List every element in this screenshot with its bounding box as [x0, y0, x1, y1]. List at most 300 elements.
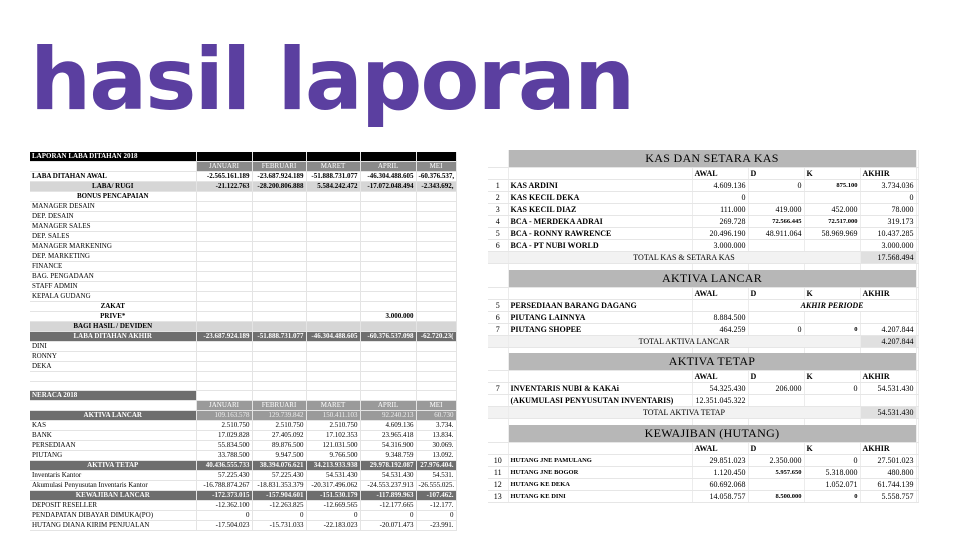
blank-row: [30, 372, 456, 382]
row-value: 9.766.500: [306, 451, 360, 461]
row-value: [360, 292, 416, 302]
awal-value: 20.496.190: [692, 228, 748, 240]
row-value: -157.904.601: [252, 491, 306, 501]
row-value: [416, 282, 456, 292]
row-value: [416, 242, 456, 252]
kredit-value: [804, 240, 860, 252]
row-value: [360, 222, 416, 232]
kas-aktiva-spreadsheet: [488, 150, 918, 512]
row-label: LABA/ RUGI: [30, 182, 196, 192]
row-label: LABA DITAHAN AWAL: [30, 172, 196, 182]
debit-value: [748, 311, 804, 323]
row-value: [306, 212, 360, 222]
row-value: [252, 282, 306, 292]
row-value: [306, 292, 360, 302]
laba-row: [30, 182, 456, 192]
row-value: -23.687.924.189: [196, 332, 252, 342]
row-value: [360, 322, 416, 332]
row-value: -12.669.565: [306, 501, 360, 511]
row-tail: [916, 383, 918, 395]
debit-value: 206.000: [748, 383, 804, 395]
debit-value: [748, 240, 804, 252]
row-value: [196, 362, 252, 372]
row-label: BONUS PENCAPAIAN: [30, 192, 196, 202]
row-label: KEWAJIBAN LANCAR: [30, 491, 196, 501]
column-header-row: [488, 287, 918, 299]
column-header: K: [804, 168, 860, 180]
laba-row: [30, 302, 456, 312]
header-cell: [306, 152, 360, 162]
blank-cell: [360, 372, 416, 382]
row-value: [416, 352, 456, 362]
row-value: [196, 272, 252, 282]
account-name: BCA - RONNY RAWRENCE: [508, 228, 692, 240]
row-value: 34.213.933.938: [306, 461, 360, 471]
spacer-cell: [488, 442, 508, 454]
spacer-cell: [488, 407, 508, 419]
account-name: PIUTANG LAINNYA: [508, 311, 692, 323]
spacer-cell: [916, 252, 918, 264]
kredit-value: 1.052.071: [804, 478, 860, 490]
row-value: [360, 202, 416, 212]
kredit-value: 0: [804, 323, 860, 335]
row-value: -17.072.048.494: [360, 182, 416, 192]
row-tail: [916, 204, 918, 216]
akhir-value: 480.800: [860, 466, 916, 478]
row-value: [196, 302, 252, 312]
akhir-value: [860, 311, 916, 323]
section-title: KEWAJIBAN (HUTANG): [508, 425, 916, 443]
row-value: [252, 202, 306, 212]
row-label: PENDAPATAN DIBAYAR DIMUKA(PO): [30, 511, 196, 521]
account-name: BCA - MERDEKA ADRAI: [508, 216, 692, 228]
laba-neraca-spreadsheet: [30, 152, 456, 529]
account-name: (AKUMULASI PENYUSUTAN INVENTARIS): [508, 395, 692, 407]
row-number: 5: [488, 299, 508, 311]
row-value: [360, 362, 416, 372]
neraca-row: [30, 521, 456, 531]
row-value: 4.609.136: [360, 421, 416, 431]
row-value: [252, 322, 306, 332]
account-row: [488, 204, 918, 216]
row-value: 54.531.430: [360, 471, 416, 481]
row-value: [196, 202, 252, 212]
total-value: 17.568.494: [860, 252, 916, 264]
awal-value: 4.609.136: [692, 180, 748, 192]
row-value: [416, 202, 456, 212]
row-value: [360, 252, 416, 262]
account-row: [488, 466, 918, 478]
month-header: MEI: [416, 162, 456, 172]
neraca-row: [30, 471, 456, 481]
row-value: 2.510.750: [306, 421, 360, 431]
account-row: [488, 323, 918, 335]
row-value: -51.888.731.077: [252, 332, 306, 342]
row-value: [196, 232, 252, 242]
row-value: 30.069.: [416, 441, 456, 451]
column-header: D: [748, 168, 804, 180]
debit-value: 48.911.064: [748, 228, 804, 240]
row-label: KAS: [30, 421, 196, 431]
row-value: 60.730: [416, 411, 456, 421]
header-cell: [360, 391, 416, 401]
account-row: [488, 216, 918, 228]
row-value: [196, 282, 252, 292]
kredit-value: 72.517.000: [804, 216, 860, 228]
spacer-cell: [508, 371, 692, 383]
row-value: [416, 322, 456, 332]
total-label: TOTAL AKTIVA TETAP: [508, 407, 860, 419]
debit-value: [748, 395, 804, 407]
month-header: JANUARI: [196, 162, 252, 172]
laba-row: [30, 202, 456, 212]
spacer-cell: [916, 407, 918, 419]
month-header: FEBRUARI: [252, 401, 306, 411]
column-header: AWAL: [692, 168, 748, 180]
row-value: 13.834.: [416, 431, 456, 441]
spacer-cell: [916, 442, 918, 454]
row-value: 0: [306, 511, 360, 521]
month-spacer: [30, 401, 196, 411]
header-cell: [416, 152, 456, 162]
row-value: 29.978.192.087: [360, 461, 416, 471]
row-tail: [916, 240, 918, 252]
row-value: [360, 342, 416, 352]
row-value: [360, 242, 416, 252]
row-value: 54.531.: [416, 471, 456, 481]
row-value: 109.163.578: [196, 411, 252, 421]
row-value: -62.720.23(: [416, 332, 456, 342]
row-label: DEP. SALES: [30, 232, 196, 242]
neraca-row: [30, 421, 456, 431]
column-header: K: [804, 287, 860, 299]
account-name: HUTANG KE DINI: [508, 490, 692, 502]
blank-cell: [306, 381, 360, 391]
spacer-cell: [508, 287, 692, 299]
laba-row: [30, 242, 456, 252]
row-value: 92.240.213: [360, 411, 416, 421]
spacer-cell: [916, 353, 918, 371]
awal-value: 12.351.045.322: [692, 395, 748, 407]
kredit-value: 875.100: [804, 180, 860, 192]
kredit-value: [804, 311, 860, 323]
awal-value: 0: [692, 192, 748, 204]
laba-row: [30, 352, 456, 362]
blank-cell: [30, 381, 196, 391]
row-value: [306, 262, 360, 272]
row-value: 2.510.750: [196, 421, 252, 431]
row-value: [252, 342, 306, 352]
kredit-value: 58.969.969: [804, 228, 860, 240]
blank-cell: [196, 372, 252, 382]
row-value: -23.687.924.189: [252, 172, 306, 182]
row-value: [360, 282, 416, 292]
row-value: 55.834.500: [196, 441, 252, 451]
row-label: Akumulasi Penyusutan Inventaris Kantor: [30, 481, 196, 491]
section-title: AKTIVA TETAP: [508, 353, 916, 371]
debit-value: 0: [748, 180, 804, 192]
awal-value: 111.000: [692, 204, 748, 216]
row-value: [306, 232, 360, 242]
row-value: [252, 272, 306, 282]
debit-value: [748, 478, 804, 490]
awal-value: 60.692.068: [692, 478, 748, 490]
row-value: [416, 232, 456, 242]
row-value: -60.376.537.098: [360, 332, 416, 342]
section-title-row: [488, 270, 918, 288]
row-value: 3.734.: [416, 421, 456, 431]
row-number: 6: [488, 311, 508, 323]
row-value: [196, 222, 252, 232]
debit-value: 2.350.000: [748, 454, 804, 466]
total-value: 54.531.430: [860, 407, 916, 419]
row-number: 4: [488, 216, 508, 228]
row-value: [360, 262, 416, 272]
laba-row: [30, 312, 456, 322]
spacer-cell: [916, 270, 918, 288]
row-value: -51.888.731.077: [306, 172, 360, 182]
spacer-cell: [488, 425, 508, 443]
header-cell: [196, 152, 252, 162]
row-label: FINANCE: [30, 262, 196, 272]
column-header: D: [748, 371, 804, 383]
blank-cell: [306, 372, 360, 382]
akhir-value: 27.501.023: [860, 454, 916, 466]
row-value: [196, 292, 252, 302]
akhir-value: 5.558.757: [860, 490, 916, 502]
row-value: -12.362.100: [196, 501, 252, 511]
account-row: [488, 383, 918, 395]
column-header: K: [804, 371, 860, 383]
row-label: BAG. PENGADAAN: [30, 272, 196, 282]
section-title: KAS DAN SETARA KAS: [508, 150, 916, 168]
account-name: HUTANG JNE BOGOR: [508, 466, 692, 478]
row-value: [306, 362, 360, 372]
row-value: [252, 262, 306, 272]
row-value: -46.304.488.605: [306, 332, 360, 342]
laba-row: [30, 322, 456, 332]
row-value: [416, 192, 456, 202]
neraca-row: [30, 451, 456, 461]
row-value: 57.225.430: [196, 471, 252, 481]
blank-cell: [30, 372, 196, 382]
kredit-value: 0: [804, 383, 860, 395]
spacer-cell: [488, 252, 508, 264]
month-header: MEI: [416, 401, 456, 411]
row-value: -12.263.825: [252, 501, 306, 511]
row-tail: [916, 395, 918, 407]
kredit-value: [804, 395, 860, 407]
laba-month-row: [30, 162, 456, 172]
blank-cell: [252, 381, 306, 391]
account-name: HUTANG KE DEKA: [508, 478, 692, 490]
row-value: 27.405.092: [252, 431, 306, 441]
row-value: 27.976.404.: [416, 461, 456, 471]
row-label: DEP. DESAIN: [30, 212, 196, 222]
awal-value: [692, 299, 748, 311]
month-header: MARET: [306, 401, 360, 411]
row-tail: [916, 299, 918, 311]
row-label: DEP. MARKETING: [30, 252, 196, 262]
row-value: [360, 212, 416, 222]
account-row: [488, 395, 918, 407]
total-label: TOTAL AKTIVA LANCAR: [508, 335, 860, 347]
debit-value: 5.957.650: [748, 466, 804, 478]
spacer-cell: [488, 335, 508, 347]
total-label: TOTAL KAS & SETARA KAS: [508, 252, 860, 264]
debit-value: 0: [748, 323, 804, 335]
account-row: [488, 228, 918, 240]
row-value: [252, 212, 306, 222]
row-number: 7: [488, 323, 508, 335]
row-label: RONNY: [30, 352, 196, 362]
row-label: LABA DITAHAN AKHIR: [30, 332, 196, 342]
row-value: -2.565.161.189: [196, 172, 252, 182]
row-value: [252, 362, 306, 372]
row-value: -15.731.033: [252, 521, 306, 531]
laba-sheet-title: LAPORAN LABA DITAHAN 2018: [30, 152, 196, 162]
row-tail: [916, 323, 918, 335]
column-header: D: [748, 287, 804, 299]
akhir-value: 3.734.036: [860, 180, 916, 192]
neraca-row: [30, 491, 456, 501]
laba-row: [30, 292, 456, 302]
row-tail: [916, 192, 918, 204]
header-cell: [360, 152, 416, 162]
row-value: [252, 302, 306, 312]
blank-cell: [360, 381, 416, 391]
column-header: D: [748, 442, 804, 454]
row-value: [416, 212, 456, 222]
row-number: [488, 395, 508, 407]
row-value: [306, 252, 360, 262]
row-label: AKTIVA TETAP: [30, 461, 196, 471]
blank-cell: [252, 372, 306, 382]
row-value: -172.373.015: [196, 491, 252, 501]
column-header: AKHIR: [860, 442, 916, 454]
section-title-row: [488, 150, 918, 168]
row-number: 3: [488, 204, 508, 216]
row-value: -21.122.763: [196, 182, 252, 192]
row-value: [416, 342, 456, 352]
row-value: [306, 342, 360, 352]
laba-row: [30, 192, 456, 202]
row-value: [252, 252, 306, 262]
awal-value: 3.000.000: [692, 240, 748, 252]
row-value: -24.553.237.913: [360, 481, 416, 491]
akhir-value: 0: [860, 192, 916, 204]
row-value: [196, 262, 252, 272]
account-row: [488, 299, 918, 311]
total-row: [488, 252, 918, 264]
row-value: 54.531.430: [306, 471, 360, 481]
row-label: DEKA: [30, 362, 196, 372]
account-row: [488, 490, 918, 502]
row-value: -26.555.025.: [416, 481, 456, 491]
row-value: [196, 312, 252, 322]
row-number: 2: [488, 192, 508, 204]
row-value: 0: [416, 511, 456, 521]
debit-value: 8.500.000: [748, 490, 804, 502]
row-value: [252, 232, 306, 242]
total-row: [488, 335, 918, 347]
laba-row: [30, 212, 456, 222]
page-title: hasil laporan: [30, 30, 634, 130]
akhir-value: 319.173: [860, 216, 916, 228]
row-label: PRIVE*: [30, 312, 196, 322]
row-value: 0: [360, 511, 416, 521]
blank-cell: [416, 372, 456, 382]
month-header: JANUARI: [196, 401, 252, 411]
account-row: [488, 240, 918, 252]
account-name: KAS KECIL DIAZ: [508, 204, 692, 216]
akhir-value: 78.000: [860, 204, 916, 216]
row-label: DEPOSIT RESELLER: [30, 501, 196, 511]
kredit-value: 5.318.000: [804, 466, 860, 478]
row-value: [416, 272, 456, 282]
kredit-value: [804, 192, 860, 204]
row-label: BAGI HASIL / DEVIDEN: [30, 322, 196, 332]
row-value: [306, 322, 360, 332]
account-row: [488, 192, 918, 204]
akhir-value: 54.531.430: [860, 383, 916, 395]
row-value: -28.200.806.888: [252, 182, 306, 192]
awal-value: 464.259: [692, 323, 748, 335]
debit-value: [748, 192, 804, 204]
neraca-header-row: [30, 391, 456, 401]
row-value: [252, 192, 306, 202]
row-value: 9.947.500: [252, 451, 306, 461]
row-value: [306, 312, 360, 322]
spacer-cell: [488, 371, 508, 383]
laba-row: [30, 222, 456, 232]
awal-value: 269.728: [692, 216, 748, 228]
row-value: [360, 192, 416, 202]
row-value: [196, 342, 252, 352]
account-name: KAS ARDINI: [508, 180, 692, 192]
row-value: [196, 352, 252, 362]
spacer-cell: [916, 150, 918, 168]
row-value: [252, 312, 306, 322]
row-number: 1: [488, 180, 508, 192]
column-header-row: [488, 442, 918, 454]
row-value: [416, 312, 456, 322]
month-header: MARET: [306, 162, 360, 172]
row-value: [416, 302, 456, 312]
row-value: -107.462.: [416, 491, 456, 501]
row-value: 23.965.418: [360, 431, 416, 441]
neraca-row: [30, 441, 456, 451]
row-number: 10: [488, 454, 508, 466]
account-row: [488, 478, 918, 490]
row-label: BANK: [30, 431, 196, 441]
row-tail: [916, 216, 918, 228]
row-value: [196, 242, 252, 252]
account-name: BCA - PT NUBI WORLD: [508, 240, 692, 252]
row-value: [252, 292, 306, 302]
row-value: [196, 192, 252, 202]
row-value: [416, 262, 456, 272]
spacer-cell: [916, 168, 918, 180]
row-value: -2.343.692,: [416, 182, 456, 192]
row-tail: [916, 490, 918, 502]
akhir-value: [860, 395, 916, 407]
row-label: MANAGER DESAIN: [30, 202, 196, 212]
row-value: -18.831.353.379: [252, 481, 306, 491]
row-value: [306, 302, 360, 312]
neraca-month-row: [30, 401, 456, 411]
total-row: [488, 407, 918, 419]
